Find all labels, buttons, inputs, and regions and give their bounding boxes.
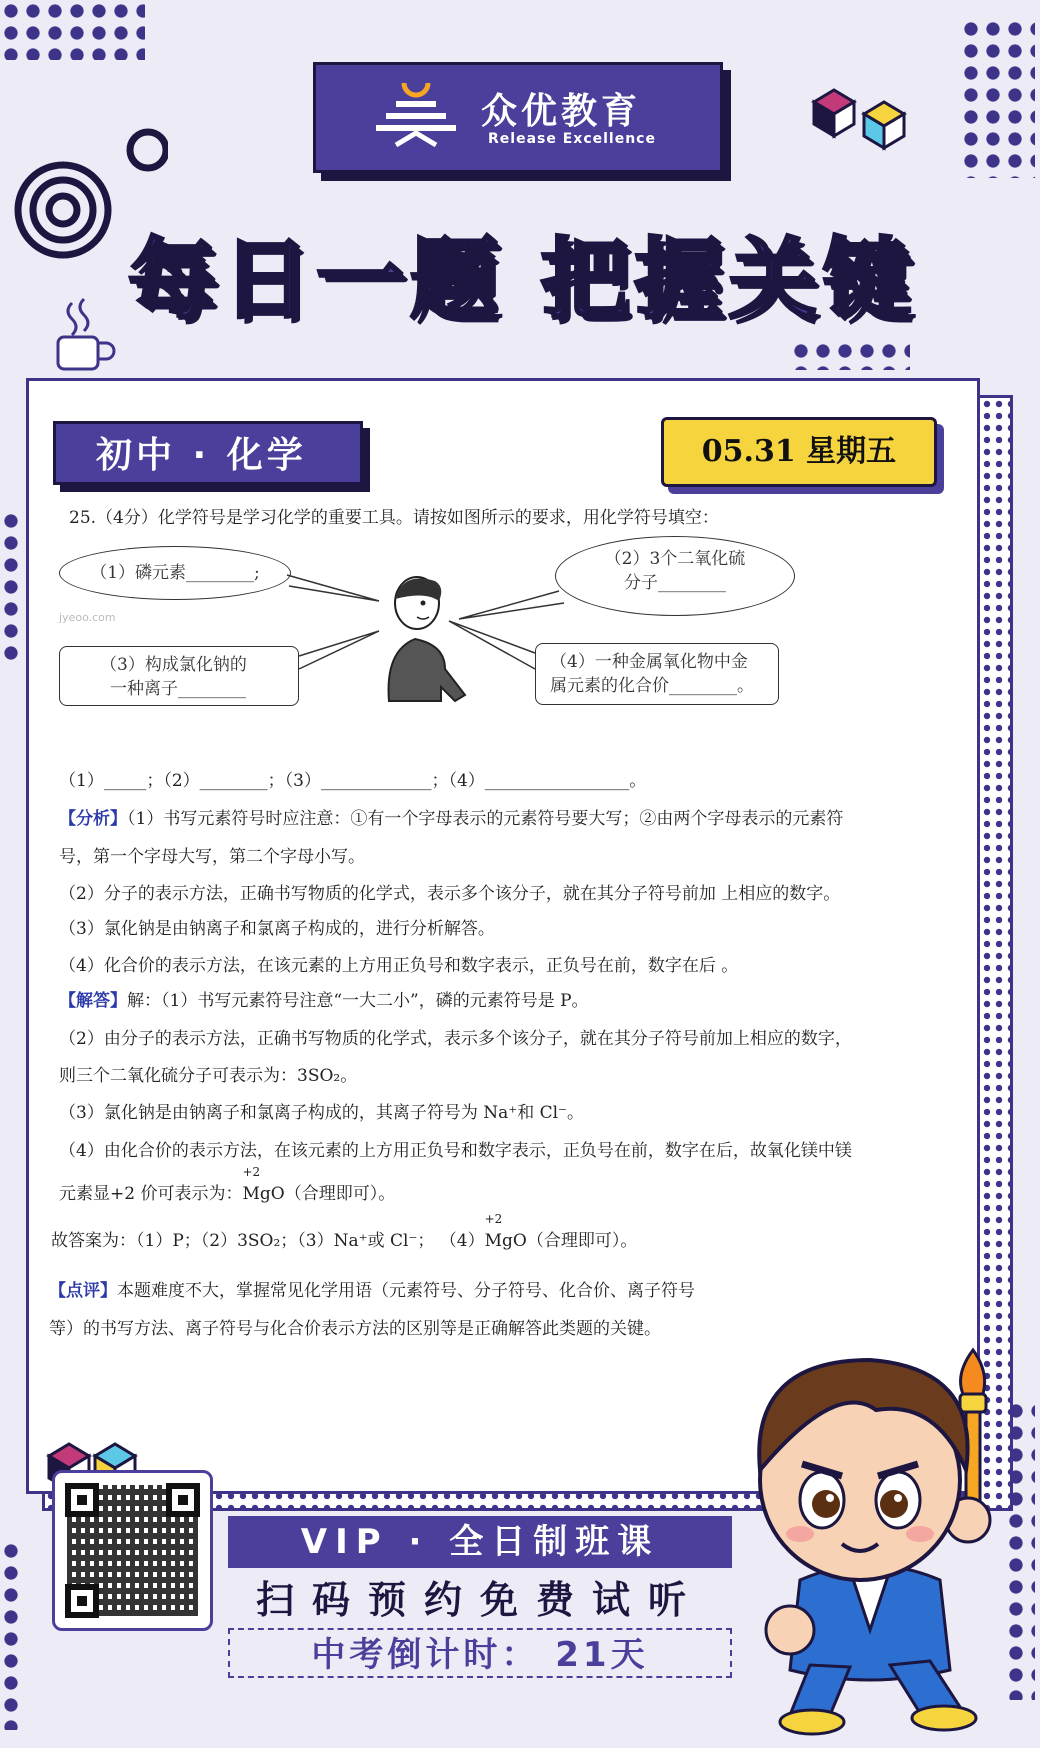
- logo-emblem-icon: [366, 75, 466, 155]
- solution-line-6: [59, 1165, 396, 1204]
- comment-line-2: 等）的书写方法、离子符号与化合价表示方法的区别等是正确解答此类题的关键。: [49, 1319, 661, 1339]
- qr-finder: [65, 1483, 99, 1517]
- qr-code[interactable]: [52, 1470, 213, 1631]
- analysis-line-4: （3）氯化钠是由钠离子和氯离子构成的，进行分析解答。: [59, 919, 495, 939]
- solution-line-4: （3）氯化钠是由钠离子和氯离子构成的，其离子符号为 Na⁺和 Cl⁻。: [59, 1103, 585, 1123]
- bubble-2-line1: （2）3个二氧化硫: [604, 549, 746, 569]
- dot-pattern: [0, 0, 145, 60]
- page-headline: 每日一题 把握关键: [128, 228, 917, 331]
- student-figure-icon: [379, 573, 469, 703]
- subject-badge: 初中 · 化学: [53, 421, 363, 485]
- bubble-2-line2: 分子________: [624, 573, 726, 593]
- box-3-line2: 一种离子________: [110, 679, 246, 699]
- valence-sup-2: +2: [484, 1212, 503, 1226]
- dot-pattern: [960, 18, 1035, 178]
- box-4-line1: （4）一种金属氧化物中金: [550, 652, 748, 672]
- final-answer: [51, 1212, 638, 1251]
- qr-finder: [65, 1584, 99, 1618]
- dot-pattern: [0, 510, 22, 660]
- solution-line-5: （4）由化合价的表示方法，在该元素的上方用正负号和数字表示，正负号在前，数字在后，故氧化镁中镁: [59, 1141, 852, 1161]
- final-answer-a: 故答案为：（1）P；（2）3SO₂；（3）Na⁺或 Cl⁻； （4）: [51, 1231, 485, 1251]
- vip-banner: VIP · 全日制班课: [228, 1516, 732, 1568]
- question-text: 25.（4分）化学符号是学习化学的重要工具。请按如图所示的要求，用化学符号填空：: [69, 508, 719, 528]
- coffee-cup-icon: [50, 295, 120, 375]
- comment-text-1: 本题难度不大，掌握常见化学用语（元素符号、分子符号、化合价、离子符号: [117, 1281, 695, 1301]
- qr-finder: [166, 1483, 200, 1517]
- box-3-line1: （3）构成氯化钠的: [100, 655, 247, 675]
- solution-line-1: [59, 986, 589, 1011]
- solution-tag: 【解答】: [59, 991, 127, 1011]
- final-answer-b: MgO（合理即可）。: [484, 1231, 638, 1251]
- brand-logo: [313, 62, 723, 173]
- valence-sup: +2: [242, 1165, 261, 1179]
- solution-line-3: 则三个二氧化硫分子可表示为：3SO₂。: [59, 1066, 358, 1086]
- brand-name: 众优教育: [481, 91, 642, 132]
- scan-cta: 扫码预约免费试听: [255, 1578, 704, 1622]
- question-card: [26, 378, 980, 1494]
- analysis-line-5: （4）化合价的表示方法，在该元素的上方用正负号和数字表示，正负号在前，数字在后 。: [59, 956, 739, 976]
- cube-icons: [810, 80, 910, 160]
- comment-line-1: [49, 1276, 695, 1301]
- solution-text-6a: 元素显+2 价可表示为：: [59, 1184, 243, 1204]
- date-badge: 05.31 星期五: [661, 417, 937, 487]
- analysis-line-3: （2）分子的表示方法，正确书写物质的化学式，表示多个该分子，就在其分子符号前加 上相应的数字。: [59, 884, 841, 904]
- solution-text-6b: MgO（合理即可）。: [242, 1184, 396, 1204]
- answer-blanks: （1）_____；（2）________；（3）_____________；（4）_________________。: [59, 771, 647, 791]
- solution-line-2: （2）由分子的表示方法，正确书写物质的化学式，表示多个该分子，就在其分子符号前加上相应的数字，: [59, 1029, 852, 1049]
- solution-text-1: 解：（1）书写元素符号注意“一大二小”，磷的元素符号是 P。: [127, 991, 589, 1011]
- bubble-1-text: （1）磷元素________;: [90, 563, 260, 583]
- countdown: 中考倒计时： 21天: [228, 1628, 732, 1678]
- dot-pattern: [0, 1540, 22, 1730]
- comment-tag: 【点评】: [49, 1281, 117, 1301]
- mascot-boy-icon: [730, 1330, 1010, 1745]
- analysis-text-1: （1）书写元素符号时应注意：①有一个字母表示的元素符号要大写；②由两个字母表示的元素符: [127, 809, 844, 829]
- box-4-line2: 属元素的化合价________。: [550, 676, 754, 696]
- question-figure: [59, 541, 799, 721]
- watermark: jyeoo.com: [59, 611, 116, 624]
- dot-pattern: [790, 340, 910, 370]
- analysis-line-2: 号，第一个字母大写，第二个字母小写。: [59, 847, 365, 867]
- analysis-line-1: [59, 804, 843, 829]
- analysis-tag: 【分析】: [59, 809, 127, 829]
- brand-tagline: Release Excellence: [488, 131, 656, 147]
